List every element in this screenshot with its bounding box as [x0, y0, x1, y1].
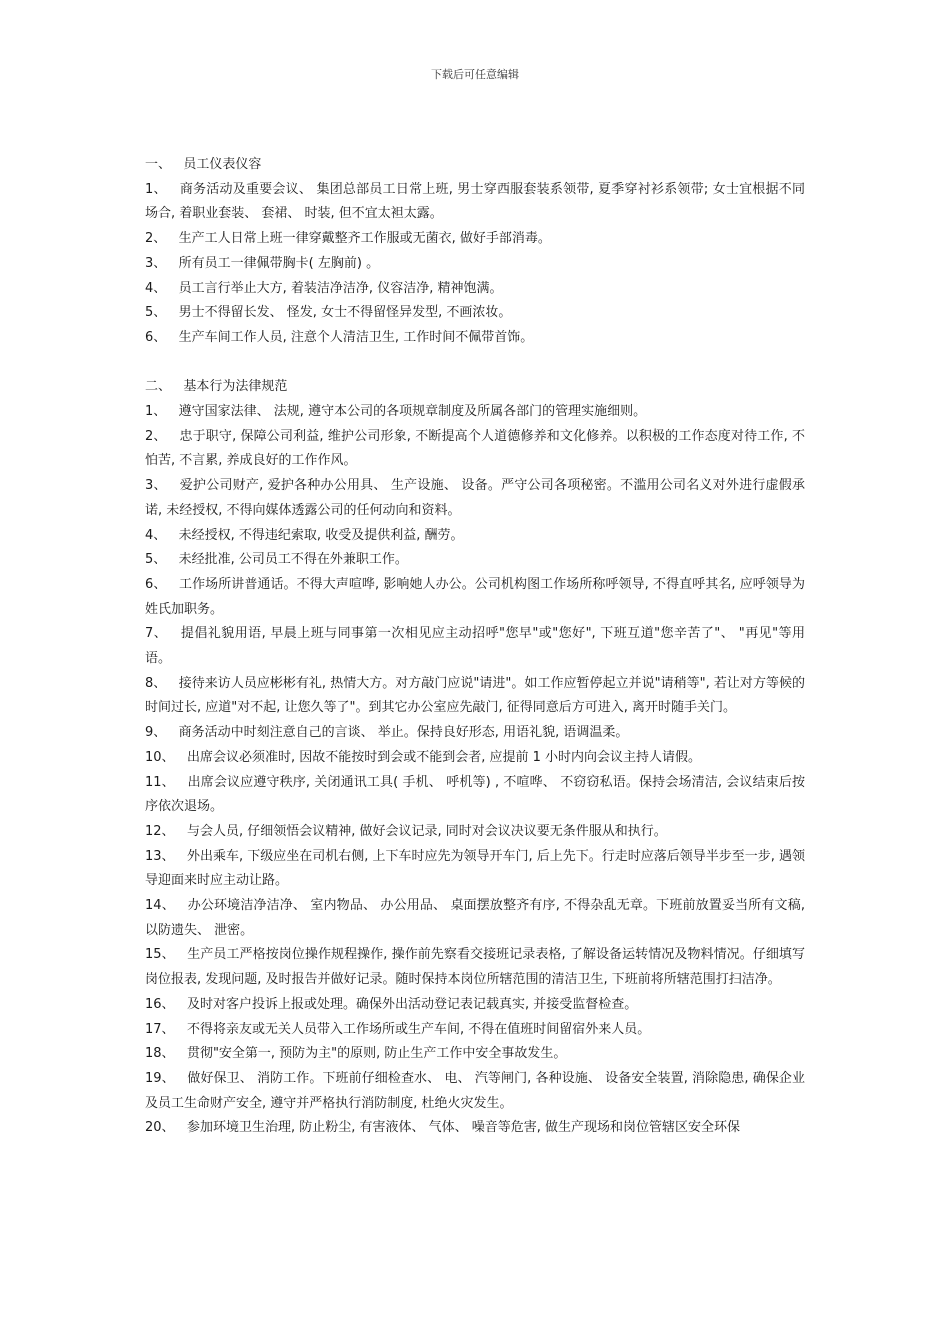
list-item: 3、 所有员工一律佩带胸卡( 左胸前) 。	[145, 255, 380, 271]
list-item: 15、 生产员工严格按岗位操作规程操作, 操作前先察看交接班记录表格, 了解设备运转情况及物料情况。仔细填写岗位报表, 发现问题, 及时报告并做好记录。随时保持本岗位所辖范围的清洁卫生, 下班前将所辖范围打扫洁净。	[145, 947, 805, 988]
list-item: 6、 工作场所讲普通话。不得大声喧哗, 影响她人办公。公司机构图工作场所称呼领导, 不得直呼其名, 应呼领导为姓氏加职务。	[145, 576, 805, 617]
list-item: 13、 外出乘车, 下级应坐在司机右侧, 上下车时应先为领导开车门, 后上先下。行走时应落后领导半步至一步, 遇领导迎面来时应主动让路。	[145, 848, 805, 889]
section-conduct	[145, 375, 810, 1141]
list-item: 11、 出席会议应遵守秩序, 关闭通讯工具( 手机、 呼机等) , 不喧哗、 不窃窃私语。保持会场清洁, 会议结束后按序依次退场。	[145, 774, 805, 815]
list-item: 1、 遵守国家法律、 法规, 遵守本公司的各项规章制度及所属各部门的管理实施细则。	[145, 404, 647, 420]
list-item: 7、 提倡礼貌用语, 早晨上班与同事第一次相见应主动招呼"您早"或"您好", 下班互道"您辛苦了"、 "再见"等用语。	[145, 626, 805, 667]
list-item: 6、 生产车间工作人员, 注意个人清洁卫生, 工作时间不佩带首饰。	[145, 329, 534, 345]
list-item: 17、 不得将亲友或无关人员带入工作场所或生产车间, 不得在值班时间留宿外来人员。	[145, 1021, 651, 1037]
section-spacer	[145, 351, 805, 376]
page-header-note: 下载后可任意编辑	[431, 68, 519, 81]
section-title: 二、 基本行为法律规范	[145, 379, 288, 395]
list-item: 4、 未经授权, 不得违纪索取, 收受及提供利益, 酬劳。	[145, 527, 464, 543]
section-appearance	[145, 153, 805, 351]
list-item: 1、 商务活动及重要会议、 集团总部员工日常上班, 男士穿西服套装系领带, 夏季穿衬衫系领带; 女士宜根据不同场合, 着职业套装、 套裙、 时装, 但不宜太袒太露。	[145, 181, 805, 222]
list-item: 14、 办公环境洁净洁净、 室内物品、 办公用品、 桌面摆放整齐有序, 不得杂乱无章。下班前放置妥当所有文稿, 以防遗失、 泄密。	[145, 898, 810, 938]
list-item: 5、 男士不得留长发、 怪发, 女士不得留怪异发型, 不画浓妆。	[145, 305, 512, 321]
section-title: 一、 员工仪表仪容	[145, 157, 262, 172]
list-item: 10、 出席会议必须准时, 因故不能按时到会或不能到会者, 应提前 1 小时内向会议主持人请假。	[145, 749, 702, 765]
list-item: 18、 贯彻"安全第一, 预防为主"的原则, 防止生产工作中安全事故发生。	[145, 1046, 567, 1062]
list-item: 9、 商务活动中时刻注意自己的言谈、 举止。保持良好形态, 用语礼貌, 语调温柔。	[145, 725, 629, 741]
list-item: 2、 忠于职守, 保障公司利益, 维护公司形象, 不断提高个人道德修养和文化修养。以积极的工作态度对待工作, 不怕苦, 不言累, 养成良好的工作作风。	[145, 428, 805, 469]
document-body	[145, 153, 810, 1141]
list-item: 19、 做好保卫、 消防工作。下班前仔细检查水、 电、 汽等闸门, 各种设施、 设备安全装置, 消除隐患, 确保企业及员工生命财产安全, 遵守并严格执行消防制度, 杜绝火灾发生。	[145, 1071, 805, 1111]
list-item: 4、 员工言行举止大方, 着装洁净洁净, 仪容洁净, 精神饱满。	[145, 280, 503, 296]
list-item: 2、 生产工人日常上班一律穿戴整齐工作服或无菌衣, 做好手部消毒。	[145, 231, 551, 247]
list-item: 12、 与会人员, 仔细领悟会议精神, 做好会议记录, 同时对会议决议要无条件服从和执行。	[145, 823, 667, 839]
list-item: 20、 参加环境卫生治理, 防止粉尘, 有害液体、 气体、 噪音等危害, 做生产现场和岗位管辖区安全环保	[145, 1120, 740, 1136]
list-item: 16、 及时对客户投诉上报或处理。确保外出活动登记表记载真实, 并接受监督检查。	[145, 996, 638, 1012]
list-item: 3、 爱护公司财产, 爱护各种办公用具、 生产设施、 设备。严守公司各项秘密。不滥用公司名义对外进行虚假承诺, 未经授权, 不得向媒体透露公司的任何动向和资料。	[145, 478, 805, 518]
list-item: 8、 接待来访人员应彬彬有礼, 热情大方。对方敲门应说"请进"。如工作应暂停起立并说"请稍等", 若让对方等候的时间过长, 应道"对不起, 让您久等了"。到其它办公室应先敲门, 征得同意后方可进入, 离开时随手关门。	[145, 675, 805, 716]
list-item: 5、 未经批准, 公司员工不得在外兼职工作。	[145, 552, 408, 568]
